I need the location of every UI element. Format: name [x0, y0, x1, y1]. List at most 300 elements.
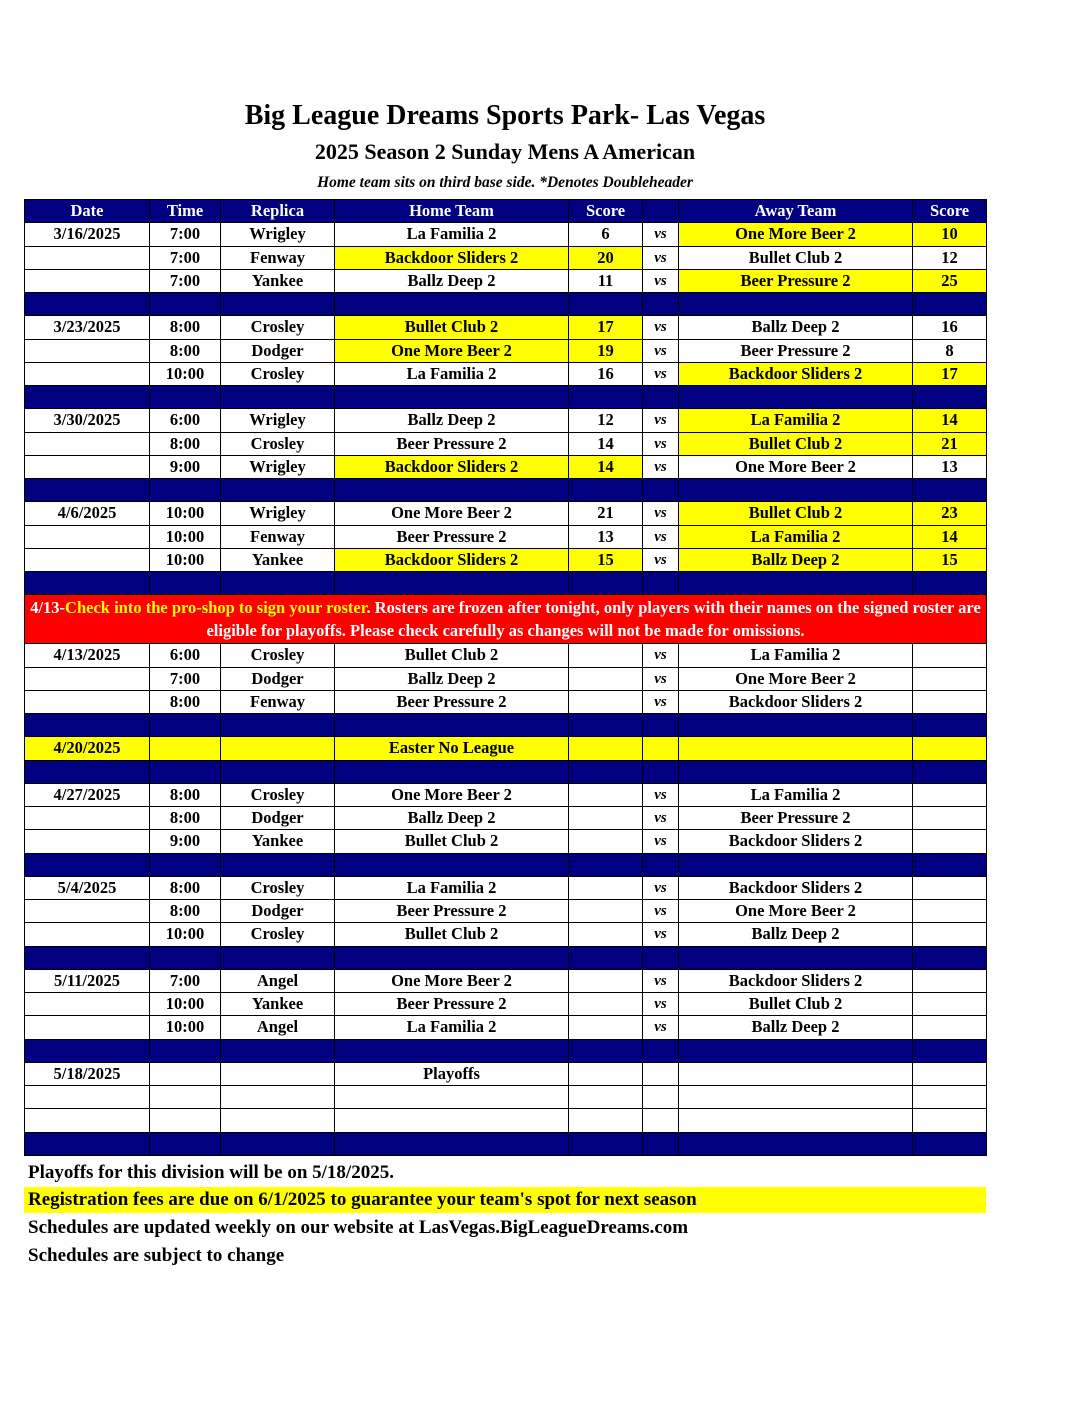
- vs-cell: vs: [643, 339, 679, 362]
- vs-cell: vs: [643, 316, 679, 339]
- away-team-cell: Backdoor Sliders 2: [679, 969, 913, 992]
- separator-cell: [679, 946, 913, 969]
- away-team-cell: [679, 1109, 913, 1132]
- away-team-cell: [679, 1086, 913, 1109]
- home-team-cell: Bullet Club 2: [335, 923, 569, 946]
- separator-cell: [569, 1132, 643, 1155]
- home-team-cell: Beer Pressure 2: [335, 993, 569, 1016]
- away-team-cell: Bullet Club 2: [679, 246, 913, 269]
- vs-cell: vs: [643, 690, 679, 713]
- separator-cell: [150, 1039, 221, 1062]
- replica-cell: Dodger: [221, 807, 335, 830]
- replica-cell: Yankee: [221, 269, 335, 292]
- separator-row: [25, 572, 987, 595]
- separator-cell: [569, 293, 643, 316]
- date-cell: [25, 807, 150, 830]
- away-team-cell: One More Beer 2: [679, 900, 913, 923]
- time-cell: 8:00: [150, 783, 221, 806]
- separator-cell: [913, 572, 987, 595]
- home-score-cell: 14: [569, 455, 643, 478]
- time-cell: [150, 737, 221, 760]
- away-score-cell: 23: [913, 502, 987, 525]
- separator-cell: [569, 760, 643, 783]
- date-cell: [25, 548, 150, 571]
- separator-cell: [679, 1039, 913, 1062]
- time-cell: 6:00: [150, 409, 221, 432]
- separator-row: [25, 946, 987, 969]
- home-team-cell: One More Beer 2: [335, 969, 569, 992]
- away-team-cell: Ballz Deep 2: [679, 1016, 913, 1039]
- separator-cell: [569, 572, 643, 595]
- roster-notice: [25, 595, 987, 644]
- header-home-team: Home Team: [335, 200, 569, 223]
- away-score-cell: 12: [913, 246, 987, 269]
- separator-row: [25, 293, 987, 316]
- date-cell: 5/11/2025: [25, 969, 150, 992]
- time-cell: 8:00: [150, 876, 221, 899]
- vs-cell: vs: [643, 969, 679, 992]
- date-cell: [25, 830, 150, 853]
- separator-cell: [679, 479, 913, 502]
- time-cell: 7:00: [150, 269, 221, 292]
- time-cell: 9:00: [150, 830, 221, 853]
- date-cell: 4/27/2025: [25, 783, 150, 806]
- game-row: [25, 1086, 987, 1109]
- replica-cell: Fenway: [221, 690, 335, 713]
- away-team-cell: Beer Pressure 2: [679, 269, 913, 292]
- replica-cell: Yankee: [221, 830, 335, 853]
- separator-cell: [913, 293, 987, 316]
- separator-cell: [569, 946, 643, 969]
- schedule-table: [24, 199, 987, 1156]
- header-home-score: Score: [569, 200, 643, 223]
- time-cell: 7:00: [150, 667, 221, 690]
- time-cell: 8:00: [150, 690, 221, 713]
- home-team-cell: Easter No League: [335, 737, 569, 760]
- date-cell: 5/4/2025: [25, 876, 150, 899]
- away-team-cell: [679, 737, 913, 760]
- home-team-cell: [335, 1086, 569, 1109]
- home-score-cell: 21: [569, 502, 643, 525]
- separator-row: [25, 479, 987, 502]
- date-cell: [25, 1016, 150, 1039]
- home-score-cell: [569, 667, 643, 690]
- time-cell: 10:00: [150, 993, 221, 1016]
- away-team-cell: Beer Pressure 2: [679, 339, 913, 362]
- time-cell: 7:00: [150, 246, 221, 269]
- time-cell: [150, 1086, 221, 1109]
- separator-cell: [679, 1132, 913, 1155]
- separator-cell: [150, 1132, 221, 1155]
- replica-cell: Yankee: [221, 548, 335, 571]
- separator-row: [25, 386, 987, 409]
- replica-cell: Wrigley: [221, 223, 335, 246]
- game-row: [25, 246, 987, 269]
- away-score-cell: 21: [913, 432, 987, 455]
- time-cell: 8:00: [150, 900, 221, 923]
- vs-cell: vs: [643, 409, 679, 432]
- time-cell: 7:00: [150, 223, 221, 246]
- game-row: [25, 690, 987, 713]
- game-row: [25, 737, 987, 760]
- away-score-cell: [913, 923, 987, 946]
- away-score-cell: [913, 737, 987, 760]
- separator-cell: [221, 853, 335, 876]
- notice-highlight: Check into the pro-shop to sign your roster: [65, 598, 367, 618]
- home-score-cell: 19: [569, 339, 643, 362]
- separator-cell: [335, 293, 569, 316]
- time-cell: 10:00: [150, 923, 221, 946]
- home-score-cell: 14: [569, 432, 643, 455]
- replica-cell: [221, 1086, 335, 1109]
- separator-cell: [643, 1039, 679, 1062]
- home-team-cell: Beer Pressure 2: [335, 525, 569, 548]
- separator-cell: [25, 572, 150, 595]
- game-row: [25, 644, 987, 667]
- header-away-score: Score: [913, 200, 987, 223]
- separator-cell: [569, 479, 643, 502]
- date-cell: [25, 667, 150, 690]
- separator-cell: [335, 572, 569, 595]
- game-row: [25, 548, 987, 571]
- replica-cell: Crosley: [221, 316, 335, 339]
- away-score-cell: [913, 667, 987, 690]
- separator-cell: [569, 1039, 643, 1062]
- time-cell: 10:00: [150, 548, 221, 571]
- home-team-cell: Ballz Deep 2: [335, 409, 569, 432]
- separator-cell: [569, 714, 643, 737]
- game-row: [25, 993, 987, 1016]
- notice-text: . Rosters are frozen after tonight, only players with their names on the signed roster are eligible for playoffs. Please check carefully as changes will not be made for omissions.: [206, 598, 981, 641]
- vs-cell: vs: [643, 667, 679, 690]
- separator-cell: [25, 714, 150, 737]
- away-team-cell: Bullet Club 2: [679, 432, 913, 455]
- home-team-cell: Beer Pressure 2: [335, 432, 569, 455]
- away-score-cell: 10: [913, 223, 987, 246]
- away-team-cell: La Familia 2: [679, 525, 913, 548]
- replica-cell: Crosley: [221, 876, 335, 899]
- home-score-cell: 13: [569, 525, 643, 548]
- game-row: [25, 223, 987, 246]
- game-row: [25, 1109, 987, 1132]
- replica-cell: [221, 1062, 335, 1085]
- header-away-team: Away Team: [679, 200, 913, 223]
- separator-cell: [25, 386, 150, 409]
- separator-cell: [335, 1039, 569, 1062]
- game-row: [25, 432, 987, 455]
- separator-row: [25, 853, 987, 876]
- separator-cell: [25, 1039, 150, 1062]
- time-cell: 10:00: [150, 525, 221, 548]
- separator-cell: [150, 853, 221, 876]
- separator-row: [25, 714, 987, 737]
- away-team-cell: One More Beer 2: [679, 223, 913, 246]
- separator-cell: [221, 386, 335, 409]
- home-team-cell: Beer Pressure 2: [335, 900, 569, 923]
- separator-cell: [643, 293, 679, 316]
- replica-cell: Wrigley: [221, 502, 335, 525]
- separator-cell: [221, 572, 335, 595]
- home-score-cell: [569, 830, 643, 853]
- replica-cell: Dodger: [221, 339, 335, 362]
- replica-cell: Angel: [221, 969, 335, 992]
- table-header-row: [25, 200, 987, 223]
- separator-cell: [569, 386, 643, 409]
- home-score-cell: [569, 969, 643, 992]
- away-score-cell: 15: [913, 548, 987, 571]
- home-team-cell: One More Beer 2: [335, 339, 569, 362]
- home-team-cell: Ballz Deep 2: [335, 667, 569, 690]
- vs-cell: [643, 1109, 679, 1132]
- game-row: [25, 269, 987, 292]
- header-replica: Replica: [221, 200, 335, 223]
- vs-cell: vs: [643, 548, 679, 571]
- separator-cell: [643, 714, 679, 737]
- home-score-cell: [569, 644, 643, 667]
- game-row: [25, 339, 987, 362]
- separator-cell: [569, 853, 643, 876]
- date-cell: 4/20/2025: [25, 737, 150, 760]
- home-team-cell: [335, 1109, 569, 1132]
- home-score-cell: 20: [569, 246, 643, 269]
- registration-note: Registration fees are due on 6/1/2025 to guarantee your team's spot for next season: [24, 1187, 986, 1213]
- separator-cell: [150, 760, 221, 783]
- separator-cell: [221, 293, 335, 316]
- away-team-cell: Bullet Club 2: [679, 993, 913, 1016]
- away-team-cell: Backdoor Sliders 2: [679, 876, 913, 899]
- game-row: [25, 783, 987, 806]
- date-cell: [25, 1109, 150, 1132]
- separator-cell: [25, 479, 150, 502]
- season-subtitle: 2025 Season 2 Sunday Mens A American: [314, 139, 696, 164]
- game-row: [25, 923, 987, 946]
- vs-cell: vs: [643, 432, 679, 455]
- separator-cell: [150, 293, 221, 316]
- notice-prefix: 4/13-: [30, 598, 66, 618]
- home-score-cell: [569, 783, 643, 806]
- home-team-cell: Ballz Deep 2: [335, 269, 569, 292]
- time-cell: 8:00: [150, 316, 221, 339]
- date-cell: 3/30/2025: [25, 409, 150, 432]
- game-row: [25, 667, 987, 690]
- vs-cell: vs: [643, 644, 679, 667]
- game-row: [25, 316, 987, 339]
- away-score-cell: [913, 876, 987, 899]
- home-team-cell: Bullet Club 2: [335, 644, 569, 667]
- vs-cell: vs: [643, 502, 679, 525]
- home-score-cell: [569, 1016, 643, 1039]
- home-score-cell: [569, 993, 643, 1016]
- schedule-note: Home team sits on third base side. *Denotes Doubleheader: [317, 174, 693, 191]
- home-score-cell: [569, 900, 643, 923]
- away-team-cell: Beer Pressure 2: [679, 807, 913, 830]
- separator-cell: [25, 293, 150, 316]
- home-score-cell: [569, 1109, 643, 1132]
- time-cell: [150, 1062, 221, 1085]
- separator-cell: [335, 853, 569, 876]
- separator-cell: [150, 946, 221, 969]
- away-team-cell: Backdoor Sliders 2: [679, 690, 913, 713]
- separator-cell: [679, 293, 913, 316]
- separator-cell: [221, 760, 335, 783]
- game-row: [25, 807, 987, 830]
- away-score-cell: [913, 1016, 987, 1039]
- date-cell: [25, 455, 150, 478]
- separator-cell: [221, 1132, 335, 1155]
- away-score-cell: [913, 1086, 987, 1109]
- time-cell: 8:00: [150, 807, 221, 830]
- away-score-cell: 16: [913, 316, 987, 339]
- vs-cell: vs: [643, 362, 679, 385]
- separator-cell: [679, 853, 913, 876]
- separator-cell: [335, 714, 569, 737]
- home-team-cell: Ballz Deep 2: [335, 807, 569, 830]
- home-team-cell: One More Beer 2: [335, 502, 569, 525]
- time-cell: 8:00: [150, 432, 221, 455]
- vs-cell: vs: [643, 900, 679, 923]
- away-score-cell: 14: [913, 525, 987, 548]
- away-score-cell: [913, 830, 987, 853]
- date-cell: [25, 246, 150, 269]
- date-cell: [25, 269, 150, 292]
- date-cell: 3/16/2025: [25, 223, 150, 246]
- playoffs-note: Playoffs for this division will be on 5/18/2025.: [28, 1162, 394, 1183]
- separator-cell: [913, 479, 987, 502]
- away-team-cell: La Familia 2: [679, 644, 913, 667]
- replica-cell: Dodger: [221, 667, 335, 690]
- replica-cell: [221, 737, 335, 760]
- vs-cell: vs: [643, 923, 679, 946]
- time-cell: [150, 1109, 221, 1132]
- home-score-cell: 15: [569, 548, 643, 571]
- home-score-cell: [569, 876, 643, 899]
- game-row: [25, 455, 987, 478]
- replica-cell: Crosley: [221, 644, 335, 667]
- date-cell: [25, 993, 150, 1016]
- schedule-body: [25, 223, 987, 1156]
- away-team-cell: [679, 1062, 913, 1085]
- away-score-cell: 17: [913, 362, 987, 385]
- game-row: [25, 409, 987, 432]
- date-cell: [25, 690, 150, 713]
- game-row: [25, 900, 987, 923]
- vs-cell: vs: [643, 783, 679, 806]
- vs-cell: vs: [643, 455, 679, 478]
- date-cell: [25, 432, 150, 455]
- time-cell: 10:00: [150, 362, 221, 385]
- separator-cell: [913, 853, 987, 876]
- header-date: Date: [25, 200, 150, 223]
- vs-cell: vs: [643, 830, 679, 853]
- away-team-cell: Ballz Deep 2: [679, 316, 913, 339]
- home-score-cell: [569, 807, 643, 830]
- separator-cell: [221, 946, 335, 969]
- separator-cell: [679, 386, 913, 409]
- separator-cell: [25, 946, 150, 969]
- game-row: [25, 969, 987, 992]
- game-row: [25, 876, 987, 899]
- date-cell: 3/23/2025: [25, 316, 150, 339]
- separator-cell: [221, 1039, 335, 1062]
- separator-cell: [25, 760, 150, 783]
- home-score-cell: [569, 1086, 643, 1109]
- replica-cell: Dodger: [221, 900, 335, 923]
- game-row: [25, 525, 987, 548]
- vs-cell: vs: [643, 223, 679, 246]
- home-score-cell: [569, 923, 643, 946]
- home-team-cell: Backdoor Sliders 2: [335, 246, 569, 269]
- separator-cell: [335, 386, 569, 409]
- separator-cell: [150, 479, 221, 502]
- home-team-cell: Backdoor Sliders 2: [335, 455, 569, 478]
- home-score-cell: [569, 1062, 643, 1085]
- away-score-cell: 13: [913, 455, 987, 478]
- replica-cell: Wrigley: [221, 455, 335, 478]
- time-cell: 10:00: [150, 502, 221, 525]
- change-note: Schedules are subject to change: [28, 1245, 285, 1266]
- separator-cell: [25, 853, 150, 876]
- date-cell: [25, 1086, 150, 1109]
- separator-cell: [25, 1132, 150, 1155]
- separator-cell: [913, 1039, 987, 1062]
- home-team-cell: La Familia 2: [335, 1016, 569, 1039]
- away-score-cell: [913, 690, 987, 713]
- home-score-cell: 16: [569, 362, 643, 385]
- separator-row: [25, 760, 987, 783]
- replica-cell: [221, 1109, 335, 1132]
- date-cell: [25, 525, 150, 548]
- page-title: Big League Dreams Sports Park- Las Vegas: [244, 100, 766, 131]
- vs-cell: vs: [643, 993, 679, 1016]
- vs-cell: vs: [643, 269, 679, 292]
- date-cell: [25, 900, 150, 923]
- separator-cell: [643, 853, 679, 876]
- replica-cell: Crosley: [221, 432, 335, 455]
- separator-cell: [150, 572, 221, 595]
- away-score-cell: [913, 900, 987, 923]
- away-score-cell: [913, 969, 987, 992]
- away-score-cell: [913, 993, 987, 1016]
- separator-cell: [913, 1132, 987, 1155]
- home-team-cell: Beer Pressure 2: [335, 690, 569, 713]
- replica-cell: Angel: [221, 1016, 335, 1039]
- home-score-cell: 6: [569, 223, 643, 246]
- time-cell: 10:00: [150, 1016, 221, 1039]
- date-cell: 5/18/2025: [25, 1062, 150, 1085]
- home-team-cell: One More Beer 2: [335, 783, 569, 806]
- time-cell: 8:00: [150, 339, 221, 362]
- header-time: Time: [150, 200, 221, 223]
- away-team-cell: Bullet Club 2: [679, 502, 913, 525]
- home-team-cell: Playoffs: [335, 1062, 569, 1085]
- away-team-cell: La Familia 2: [679, 409, 913, 432]
- separator-row: [25, 1039, 987, 1062]
- away-score-cell: [913, 1109, 987, 1132]
- replica-cell: Fenway: [221, 525, 335, 548]
- vs-cell: [643, 1086, 679, 1109]
- away-team-cell: Ballz Deep 2: [679, 923, 913, 946]
- away-score-cell: 25: [913, 269, 987, 292]
- separator-cell: [643, 386, 679, 409]
- away-team-cell: La Familia 2: [679, 783, 913, 806]
- away-team-cell: Ballz Deep 2: [679, 548, 913, 571]
- home-team-cell: La Familia 2: [335, 362, 569, 385]
- away-team-cell: One More Beer 2: [679, 667, 913, 690]
- home-team-cell: La Familia 2: [335, 876, 569, 899]
- game-row: [25, 502, 987, 525]
- vs-cell: vs: [643, 525, 679, 548]
- separator-cell: [643, 572, 679, 595]
